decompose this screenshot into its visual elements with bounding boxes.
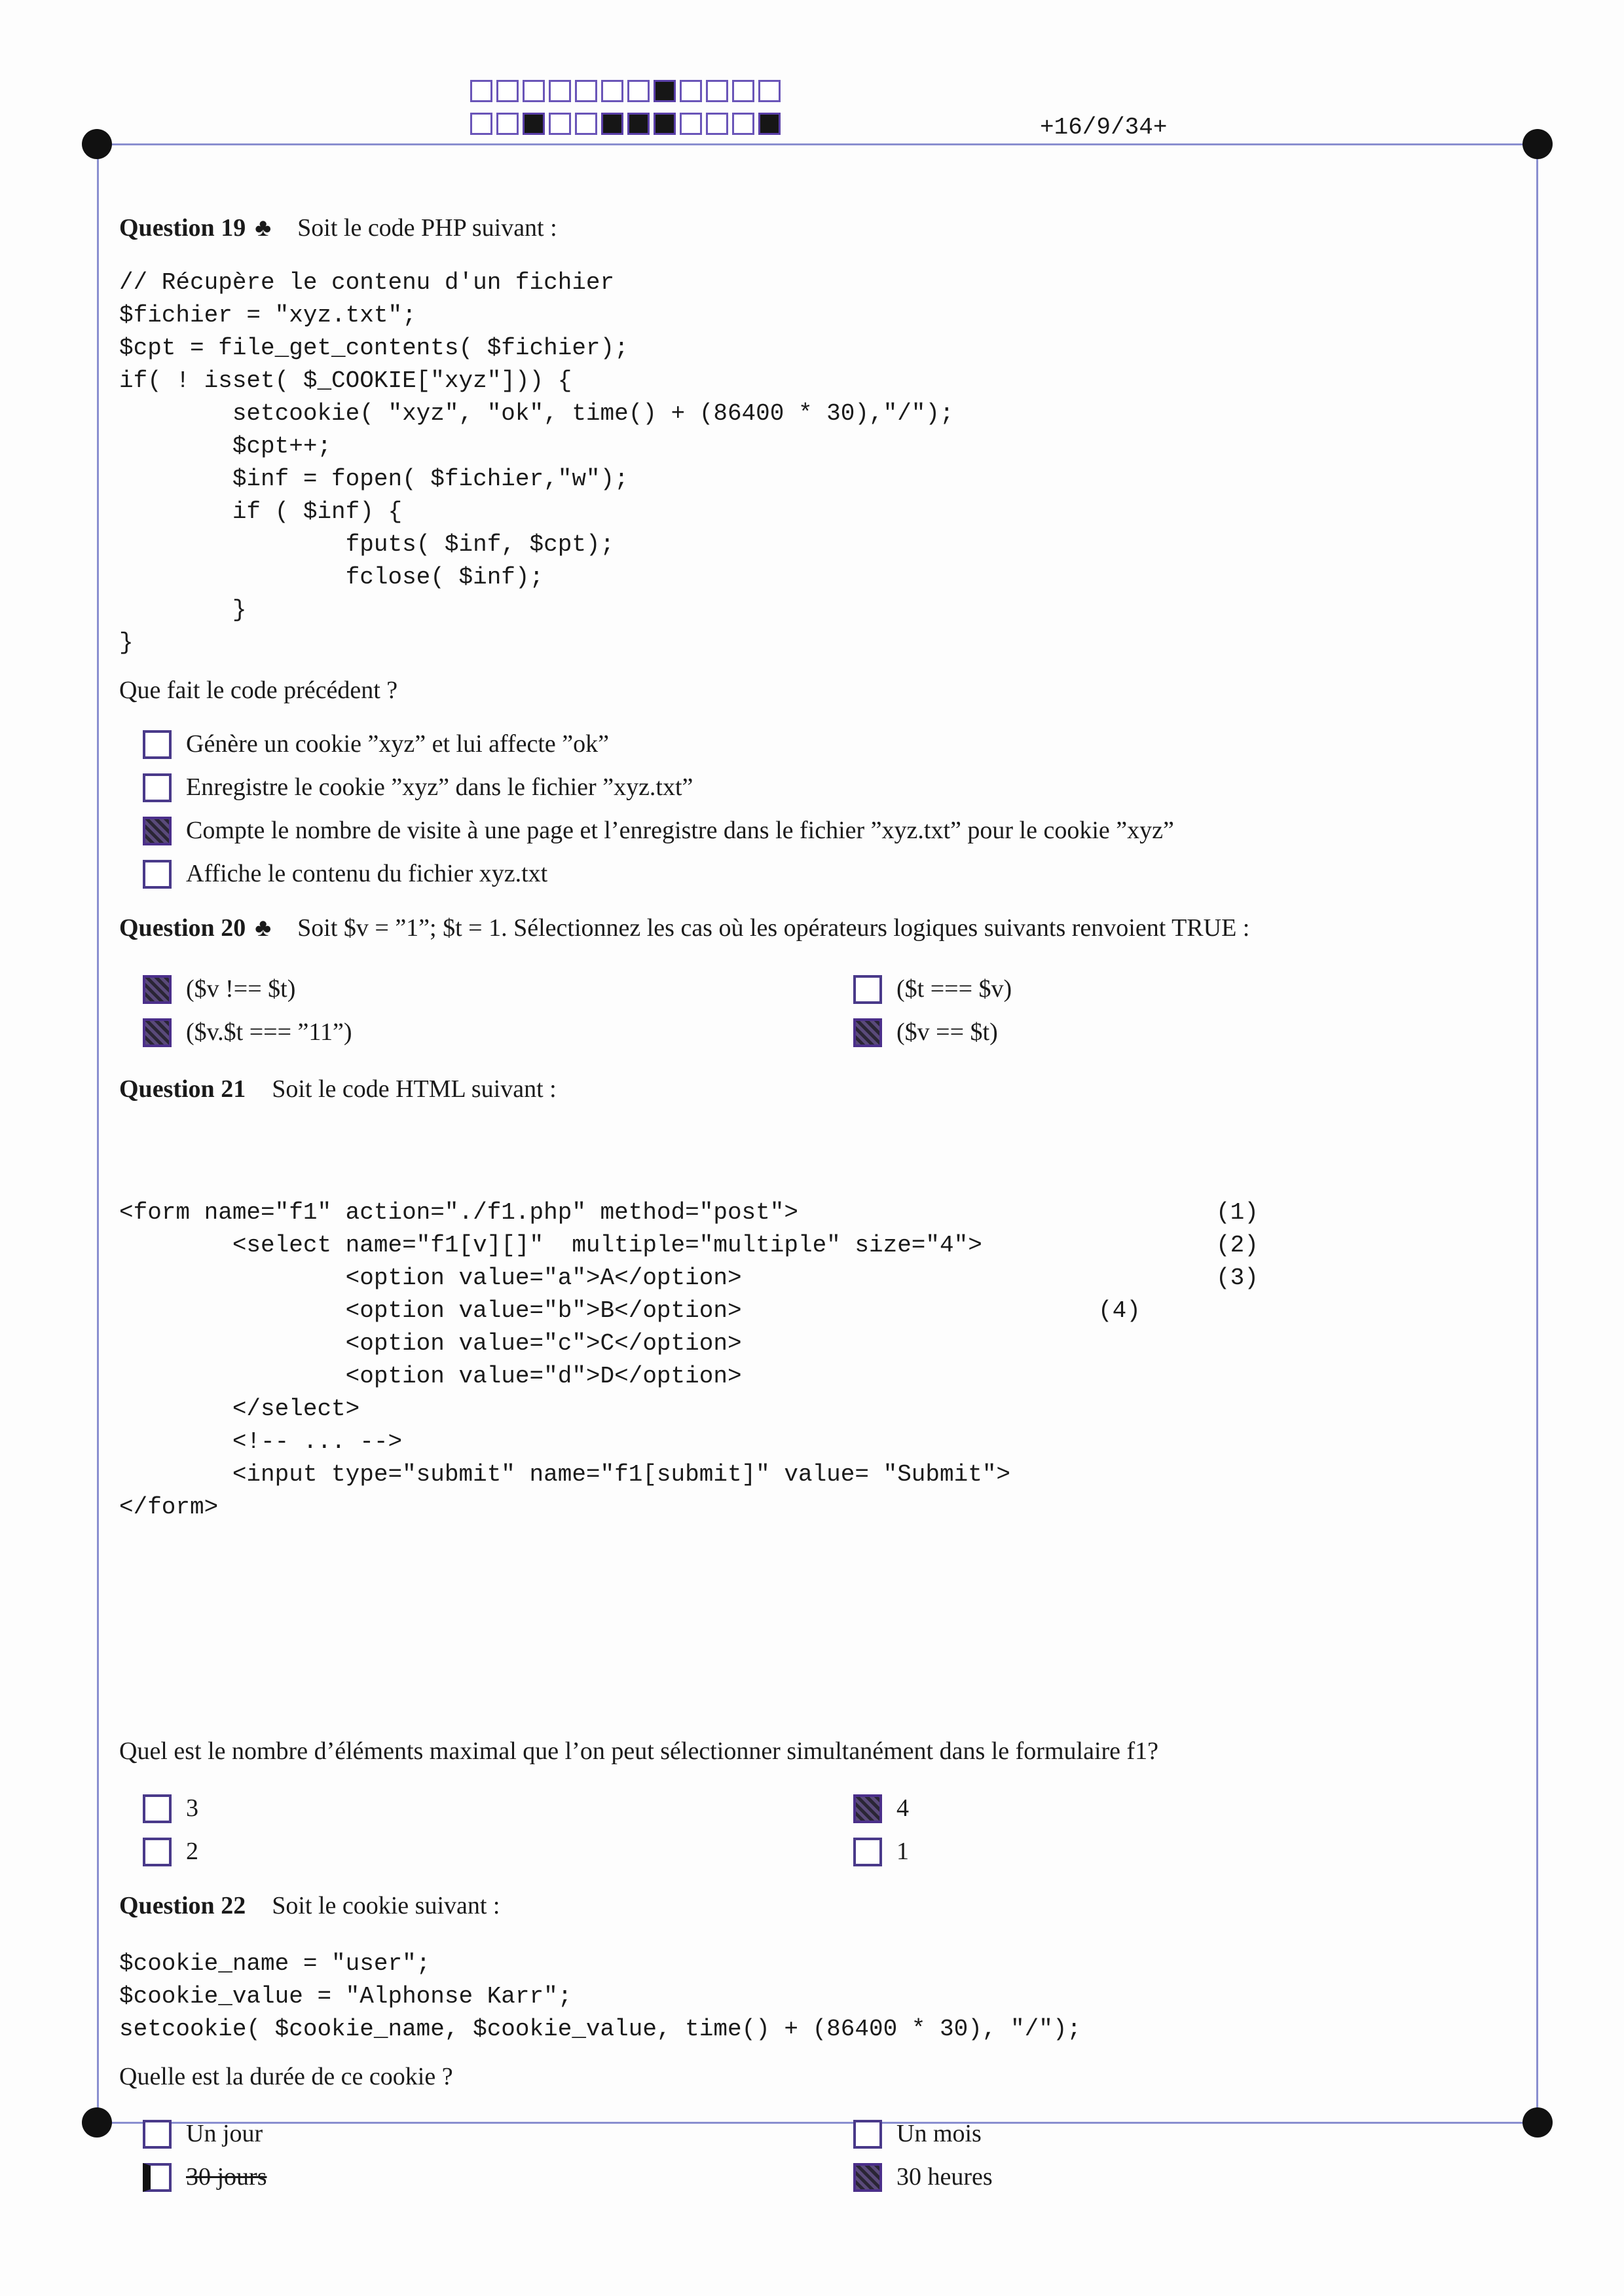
scan-marker-square [496, 80, 519, 102]
question-text: Quelle est la durée de ce cookie ? [119, 2063, 453, 2090]
scan-marker-square [732, 80, 754, 102]
scan-marker-square [575, 113, 597, 135]
checkbox[interactable] [853, 2120, 882, 2149]
checkbox[interactable] [853, 975, 882, 1004]
scan-marker-square [601, 113, 623, 135]
answer-option[interactable] [853, 1011, 1508, 1054]
checkbox[interactable] [143, 1794, 172, 1823]
answer-label: ($t === $v) [896, 974, 1012, 1003]
answer-label: 4 [896, 1794, 909, 1822]
scan-marker-row-2 [470, 113, 784, 135]
question-22 [119, 1891, 1501, 2199]
answer-grid [143, 968, 1501, 1054]
club-icon: ♣ [255, 214, 272, 242]
answer-label: 3 [186, 1794, 198, 1822]
scan-marker-row-1 [470, 80, 784, 102]
question-20-header [119, 913, 1501, 944]
scan-marker-square [654, 113, 676, 135]
answer-option[interactable] [143, 723, 1501, 766]
frame-left [97, 143, 99, 2124]
answer-option[interactable] [853, 2156, 1508, 2199]
corner-mark-bottom-left [82, 2107, 112, 2138]
scan-marker-square [470, 113, 492, 135]
answer-label: ($v !== $t) [186, 974, 296, 1003]
scan-marker-square [549, 80, 571, 102]
question-21 [119, 1074, 1501, 1874]
answer-label: ($v.$t === ”11”) [186, 1018, 352, 1046]
scan-marker-square [758, 80, 781, 102]
frame-right [1536, 143, 1538, 2124]
answer-label: Compte le nombre de visite à une page et l’enregistre dans le fichier ”xyz.txt” pour le cookie ”xyz” [186, 817, 1174, 845]
checkbox-checked[interactable] [143, 975, 172, 1004]
checkbox[interactable] [143, 1838, 172, 1866]
answer-option[interactable] [143, 1787, 853, 1830]
question-19-header [119, 213, 1501, 244]
code-block: $cookie_name = "user"; $cookie_value = "Alphonse Karr"; setcookie( $cookie_name, $cookie_value, time() + (86400 * 30), "/"); [119, 1950, 1082, 2043]
scan-marker-square [680, 113, 702, 135]
scan-marker-square [732, 113, 754, 135]
checkbox[interactable] [143, 730, 172, 759]
question-text: Que fait le code précédent ? [119, 676, 398, 704]
answer-label: 1 [896, 1837, 909, 1865]
scan-marker-square [575, 80, 597, 102]
scan-marker-square [627, 113, 650, 135]
corner-mark-top-right [1522, 129, 1553, 159]
line-number: (2) [1216, 1232, 1259, 1259]
checkbox-checked[interactable] [853, 2163, 882, 2192]
checkbox-checked[interactable] [853, 1018, 882, 1047]
answer-label: Un jour [186, 2119, 263, 2147]
corner-mark-top-left [82, 129, 112, 159]
question-text: Quel est le nombre d’éléments maximal que l’on peut sélectionner simultanément dans le formulaire f1? [119, 1737, 1159, 1765]
answer-label: Génère un cookie ”xyz” et lui affecte ”ok” [186, 730, 609, 758]
page-content [119, 213, 1501, 2199]
checkbox[interactable] [143, 773, 172, 802]
answer-list [143, 723, 1501, 896]
answer-option[interactable] [143, 853, 1501, 896]
line-number: (3) [1216, 1265, 1259, 1291]
answer-label: 30 jours [186, 2162, 267, 2191]
checkbox-checked[interactable] [143, 1018, 172, 1047]
checkbox[interactable] [143, 860, 172, 889]
answer-option[interactable] [143, 1830, 853, 1874]
scan-marker-square [706, 80, 728, 102]
answer-option[interactable] [853, 968, 1508, 1011]
question-intro: Soit le code PHP suivant : [297, 214, 557, 242]
answer-label: Un mois [896, 2119, 982, 2147]
answer-option[interactable] [143, 968, 853, 1011]
scan-marker-square [706, 113, 728, 135]
question-20 [119, 913, 1501, 1054]
club-icon: ♣ [255, 914, 272, 942]
answer-option[interactable] [853, 1830, 1508, 1874]
code-block: // Récupère le contenu d'un fichier $fichier = "xyz.txt"; $cpt = file_get_contents( $fichier); if( ! isset( $_COOKIE["xyz"])) { setcookie( "xyz", "ok", time() + (86400 * 30),"/"); $cpt++; $inf = fopen( $fichier,"w"); if ( $inf) { fputs( $inf, $cpt); fclose( $inf); } } [119, 268, 954, 656]
checkbox[interactable] [143, 2120, 172, 2149]
code-text: <form name="f1" action="./f1.php" method="post"> <select name="f1[v][]" multiple="multiple" size="4"> <option value="a">A</option> <option value="b">B</option> <option value="c">C</option> <option value="d">D</option> </select> <!-- ... --> <input type="submit" name="f1[submit]" value= "Submit"> </form> [119, 1199, 1011, 1521]
scan-marker-square [523, 80, 545, 102]
question-label: Question 20 [119, 914, 246, 942]
answer-option[interactable] [853, 1787, 1508, 1830]
question-21-header [119, 1074, 1501, 1105]
answer-label: 30 heures [896, 2162, 993, 2191]
line-number: (4) [1098, 1297, 1141, 1324]
question-label: Question 21 [119, 1075, 246, 1103]
question-19 [119, 213, 1501, 896]
checkbox[interactable] [853, 1838, 882, 1866]
scan-marker-square [680, 80, 702, 102]
answer-grid [143, 2113, 1501, 2199]
answer-option[interactable] [143, 809, 1501, 853]
answer-option[interactable] [143, 766, 1501, 809]
frame-top [97, 143, 1538, 145]
scan-marker-square [523, 113, 545, 135]
answer-label: 2 [186, 1837, 198, 1865]
scan-marker-square [496, 113, 519, 135]
question-intro: Soit le code HTML suivant : [272, 1075, 557, 1103]
scan-marker-square [627, 80, 650, 102]
scan-marker-square [654, 80, 676, 102]
scan-marker-square [601, 80, 623, 102]
code-block [119, 1131, 1501, 1720]
answer-option[interactable] [143, 2113, 853, 2156]
question-label: Question 22 [119, 1891, 246, 1919]
answer-label: Enregistre le cookie ”xyz” dans le fichier ”xyz.txt” [186, 773, 693, 802]
corner-mark-bottom-right [1522, 2107, 1553, 2138]
answer-grid [143, 1787, 1501, 1874]
question-intro: Soit le cookie suivant : [272, 1891, 500, 1919]
question-label: Question 19 [119, 214, 246, 242]
checkbox-checked[interactable] [853, 1794, 882, 1823]
line-number: (1) [1216, 1199, 1259, 1226]
question-22-header [119, 1891, 1501, 1922]
page-id: +16/9/34+ [1040, 114, 1168, 141]
checkbox-corrected[interactable] [143, 2163, 172, 2192]
answer-label: ($v == $t) [896, 1018, 998, 1046]
question-intro: Soit $v = ”1”; $t = 1. Sélectionnez les cas où les opérateurs logiques suivants renvoient TRUE : [297, 914, 1250, 942]
answer-option[interactable] [143, 1011, 853, 1054]
answer-option[interactable] [853, 2113, 1508, 2156]
checkbox-checked[interactable] [143, 817, 172, 845]
scan-marker-square [549, 113, 571, 135]
scan-marker-square [758, 113, 781, 135]
answer-option[interactable] [143, 2156, 853, 2199]
answer-label: Affiche le contenu du fichier xyz.txt [186, 860, 548, 888]
scan-marker-square [470, 80, 492, 102]
